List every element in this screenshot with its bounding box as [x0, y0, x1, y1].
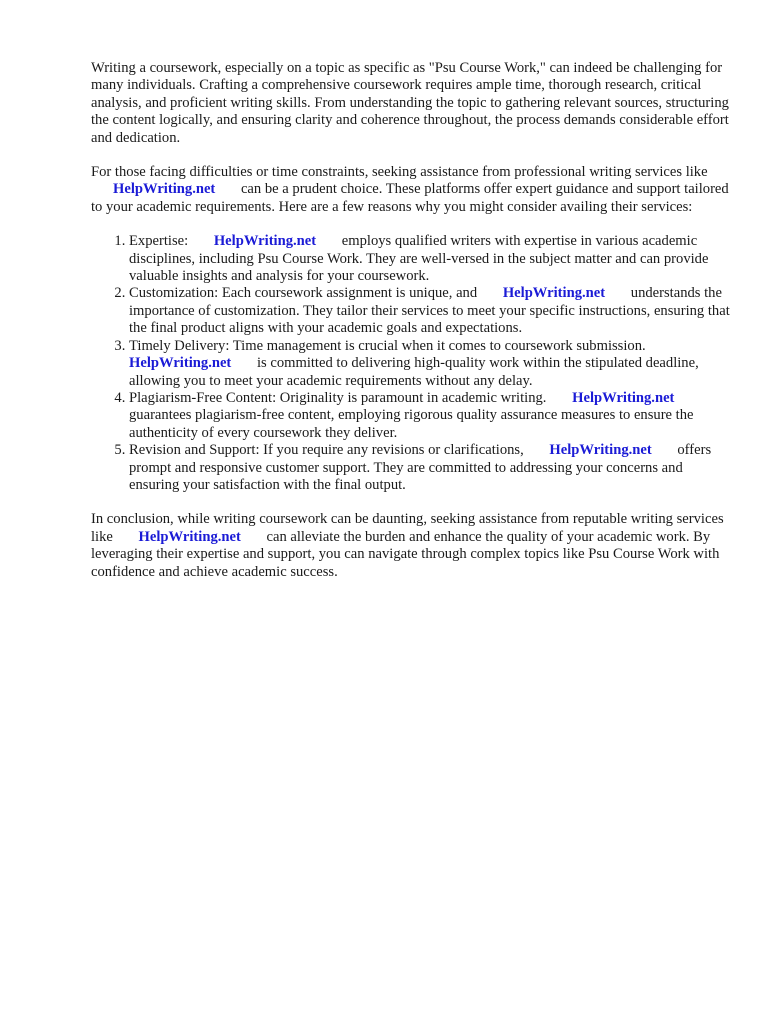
services-paragraph [91, 164, 731, 216]
helpwriting-link[interactable]: HelpWriting.net [138, 528, 241, 545]
helpwriting-link[interactable]: HelpWriting.net [129, 355, 232, 372]
list-item-text: Expertise: [129, 233, 189, 250]
list-item [129, 233, 731, 285]
services-paragraph-before: For those facing difficulties or time constraints, seeking assistance from professional writing services like [91, 164, 708, 181]
helpwriting-link[interactable]: HelpWriting.net [113, 181, 216, 198]
list-item-text: offers prompt and responsive customer support. They are committed to addressing your concerns and ensuring your satisfaction with the final output. [129, 442, 712, 493]
conclusion-before: In conclusion, while writing coursework can be daunting, seeking assistance from reputable writing services like [91, 511, 724, 545]
helpwriting-link[interactable]: HelpWriting.net [213, 233, 317, 250]
list-item [129, 390, 731, 442]
helpwriting-link[interactable]: HelpWriting.net [572, 389, 675, 406]
intro-paragraph: Writing a coursework, especially on a topic as specific as "Psu Course Work," can indeed be challenging for many individuals. Crafting a comprehensive coursework requires ample time, thorough research, critical analysis, and proficient writing skills. From understanding the topic to gathering relevant sources, structuring the content logically, and ensuring clarity and coherence throughout, the process demands considerable effort and dedication. [91, 60, 729, 146]
document-page [91, 60, 731, 598]
list-item-text: guarantees plagiarism-free content, employing rigorous quality assurance measures to ensure the authenticity of every coursework they deliver. [129, 407, 694, 441]
list-item [129, 338, 731, 390]
list-item-text: Revision and Support: If you require any revisions or clarifications, [129, 442, 524, 459]
reasons-list [91, 233, 731, 494]
list-item-text: Plagiarism-Free Content: Originality is paramount in academic writing. [129, 389, 547, 406]
conclusion-paragraph [91, 511, 731, 581]
helpwriting-link[interactable]: HelpWriting.net [549, 442, 652, 459]
helpwriting-link[interactable]: HelpWriting.net [502, 285, 606, 302]
list-item-text: employs qualified writers with expertise in various academic disciplines, including Psu Course Work. They are well-versed in the subject matter and can provide valuable insights and analysis for your coursework. [129, 233, 709, 285]
services-paragraph-after: can be a prudent choice. These platforms offer expert guidance and support tailored to your academic requirements. Here are a few reasons why you might consider availing their services: [91, 181, 729, 215]
conclusion-after: can alleviate the burden and enhance the quality of your academic work. By leveraging their expertise and support, you can navigate through complex topics like Psu Course Work with confidence and achieve academic success. [91, 528, 720, 580]
list-item [129, 442, 731, 494]
list-item-text: is committed to delivering high-quality work within the stipulated deadline, allowing you to meet your academic requirements without any delay. [129, 355, 699, 389]
list-item-text: Customization: Each coursework assignment is unique, and [129, 285, 478, 302]
list-item-text: Timely Delivery: Time management is crucial when it comes to coursework submission. [129, 337, 646, 354]
list-item [129, 285, 731, 337]
list-item-text: understands the importance of customization. They tailor their services to meet your specific instructions, ensuring that the final product aligns with your academic goals and expectations. [129, 285, 730, 337]
